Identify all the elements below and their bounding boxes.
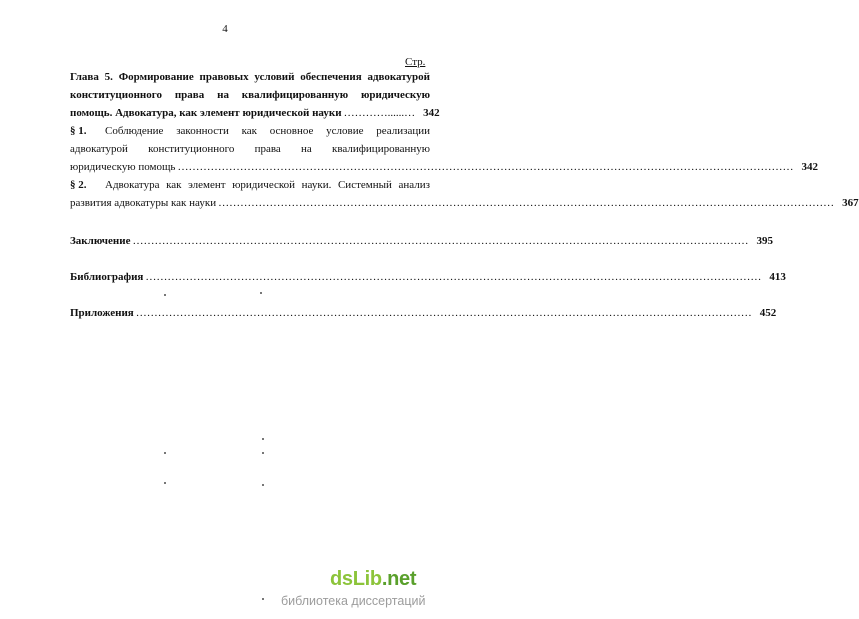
scan-speck <box>262 452 264 454</box>
section-1-title-line-1: Соблюдение законности как основное условие реализации <box>105 125 430 137</box>
watermark-subtitle: библиотека диссертаций <box>281 594 426 608</box>
scan-speck <box>262 438 264 440</box>
watermark-brand-light: dsLib <box>330 568 382 590</box>
section-2-toc-row[interactable] <box>70 196 859 211</box>
appendices-toc-row[interactable] <box>70 306 777 321</box>
section-1-line-1 <box>70 124 430 139</box>
bibliography-page: 413 <box>769 271 786 283</box>
conclusion-page: 395 <box>756 235 773 247</box>
watermark-logo <box>330 568 416 591</box>
appendices-leader-dots: …………………………………………………………………………………………………………………………………………………… <box>135 307 752 319</box>
page-number: 4 <box>222 23 228 35</box>
bibliography-toc-row[interactable] <box>70 270 786 285</box>
section-2-leader-dots: …………………………………………………………………………………………………………………………………………………… <box>218 197 835 209</box>
conclusion-toc-row[interactable] <box>70 234 773 249</box>
chapter-5-title-line-3: помощь. Адвокатура, как элемент юридической науки <box>70 107 342 119</box>
section-1-leader-dots: …………………………………………………………………………………………………………………………………………………… <box>177 161 794 173</box>
section-2-title-line-1: Адвокатура как элемент юридической науки. Системный анализ <box>105 179 430 191</box>
section-1-number: § 1. <box>70 125 87 137</box>
section-2-line-1 <box>70 178 430 193</box>
section-2-title-line-2: развития адвокатуры как науки <box>70 197 217 209</box>
bibliography-title: Библиография <box>70 271 144 283</box>
conclusion-leader-dots: …………………………………………………………………………………………………………………………………………………… <box>132 235 749 247</box>
section-2-page: 367 <box>842 197 859 209</box>
appendices-page: 452 <box>759 307 777 319</box>
section-1-title-line-3: юридическую помощь <box>70 161 176 173</box>
appendices-title: Приложения <box>70 307 134 319</box>
section-1-page: 342 <box>801 161 818 173</box>
scan-speck <box>164 452 166 454</box>
bibliography-leader-dots: …………………………………………………………………………………………………………………………………………………… <box>145 271 762 283</box>
chapter-5-title-line-1: Глава 5. Формирование правовых условий обеспечения адвокатурой <box>70 71 430 83</box>
scan-speck <box>262 484 264 486</box>
conclusion-title: Заключение <box>70 235 131 247</box>
section-2-number: § 2. <box>70 179 87 191</box>
scan-speck <box>262 598 264 600</box>
chapter-5-title-line-2: конституционного права на квалифицированную юридическую <box>70 89 430 101</box>
page-column-header: Стр. <box>405 56 426 68</box>
section-1-title-line-2: адвокатурой конституционного права на квалифицированную <box>70 143 430 155</box>
chapter-5-toc-row[interactable] <box>70 106 440 121</box>
scan-speck <box>260 292 262 294</box>
section-1-toc-row[interactable] <box>70 160 818 175</box>
scan-speck <box>164 482 166 484</box>
watermark-brand-dark: .net <box>381 568 417 590</box>
chapter-5-leader-dots: …………......… <box>343 107 416 119</box>
scan-speck <box>164 294 166 296</box>
chapter-5-page: 342 <box>423 107 440 119</box>
